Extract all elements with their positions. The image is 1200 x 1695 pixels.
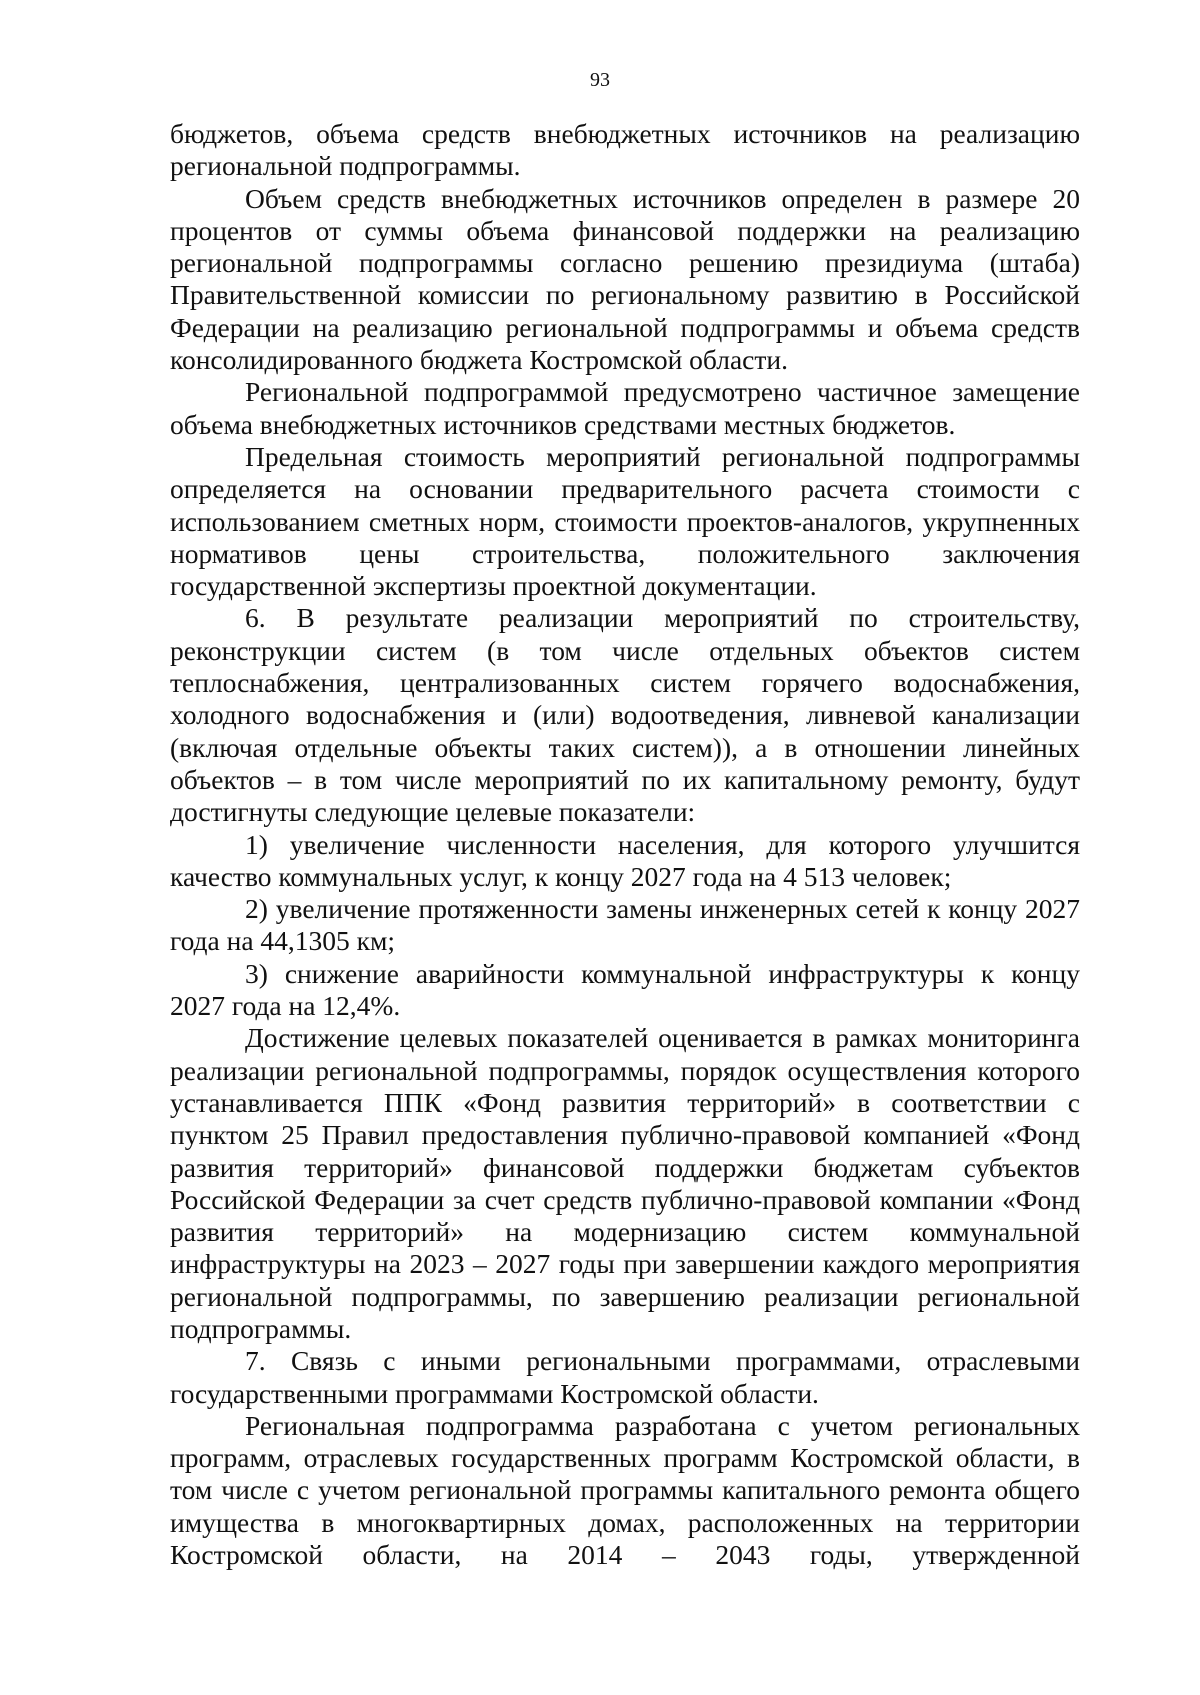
paragraph-section-7-heading: 7. Связь с иными региональными программами, отраслевыми государственными программами Костромской области. xyxy=(170,1345,1080,1409)
document-body xyxy=(170,118,1080,1571)
paragraph-continuation: бюджетов, объема средств внебюджетных источников на реализацию региональной подпрограммы. xyxy=(170,118,1080,182)
paragraph-related-programs: Региональная подпрограмма разработана с учетом региональных программ, отраслевых государственных программ Костромской области, в том числе с учетом региональной программы капитального ремонта общего имущества в многоквартирных домах, расположенных на территории Костромской области, на 2014 – 2043 годы, утвержденной xyxy=(170,1409,1080,1571)
list-item-3: 3) снижение аварийности коммунальной инфраструктуры к концу 2027 года на 12,4%. xyxy=(170,957,1080,1022)
list-item-1: 1) увеличение численности населения, для которого улучшится качество коммунальных услуг, к концу 2027 года на 4 513 человек; xyxy=(170,828,1080,892)
paragraph-partial-replacement: Региональной подпрограммой предусмотрено частичное замещение объема внебюджетных источников средствами местных бюджетов. xyxy=(170,376,1080,440)
paragraph-cost-limit: Предельная стоимость мероприятий региональной подпрограммы определяется на основании предварительного расчета стоимости с использованием сметных норм, стоимости проектов-аналогов, укрупненных нормативов цены строительства, положительного заключения государственной экспертизы проектной документации. xyxy=(170,440,1080,602)
paragraph-section-6: 6. В результате реализации мероприятий по строительству, реконструкции систем (в том числе отдельных объектов систем теплоснабжения, централизованных систем горячего водоснабжения, холодного водоснабжения и (или) водоотведения, ливневой канализации (включая отдельные объекты таких систем)), а в отношении линейных объектов – в том числе мероприятий по их капитальному ремонту, будут достигнуты следующие целевые показатели: xyxy=(170,602,1080,828)
page-number: 93 xyxy=(590,69,610,91)
paragraph-monitoring: Достижение целевых показателей оценивается в рамках мониторинга реализации региональной подпрограммы, порядок осуществления которого устанавливается ППК «Фонд развития территорий» в соответствии с пунктом 25 Правил предоставления публично-правовой компанией «Фонд развития территорий» финансовой поддержки бюджетам субъектов Российской Федерации за счет средств публично-правовой компании «Фонд развития территорий» на модернизацию систем коммунальной инфраструктуры на 2023 – 2027 годы при завершении каждого мероприятия региональной подпрограммы, по завершению реализации региональной подпрограммы. xyxy=(170,1022,1080,1344)
list-item-2: 2) увеличение протяженности замены инженерных сетей к концу 2027 года на 44,1305 км; xyxy=(170,893,1080,957)
paragraph-offbudget-volume: Объем средств внебюджетных источников определен в размере 20 процентов от суммы объема финансовой поддержки на реализацию региональной подпрограммы согласно решению президиума (штаба) Правительственной комиссии по региональному развитию в Российской Федерации на реализацию региональной подпрограммы и объема средств консолидированного бюджета Костромской области. xyxy=(170,182,1080,376)
